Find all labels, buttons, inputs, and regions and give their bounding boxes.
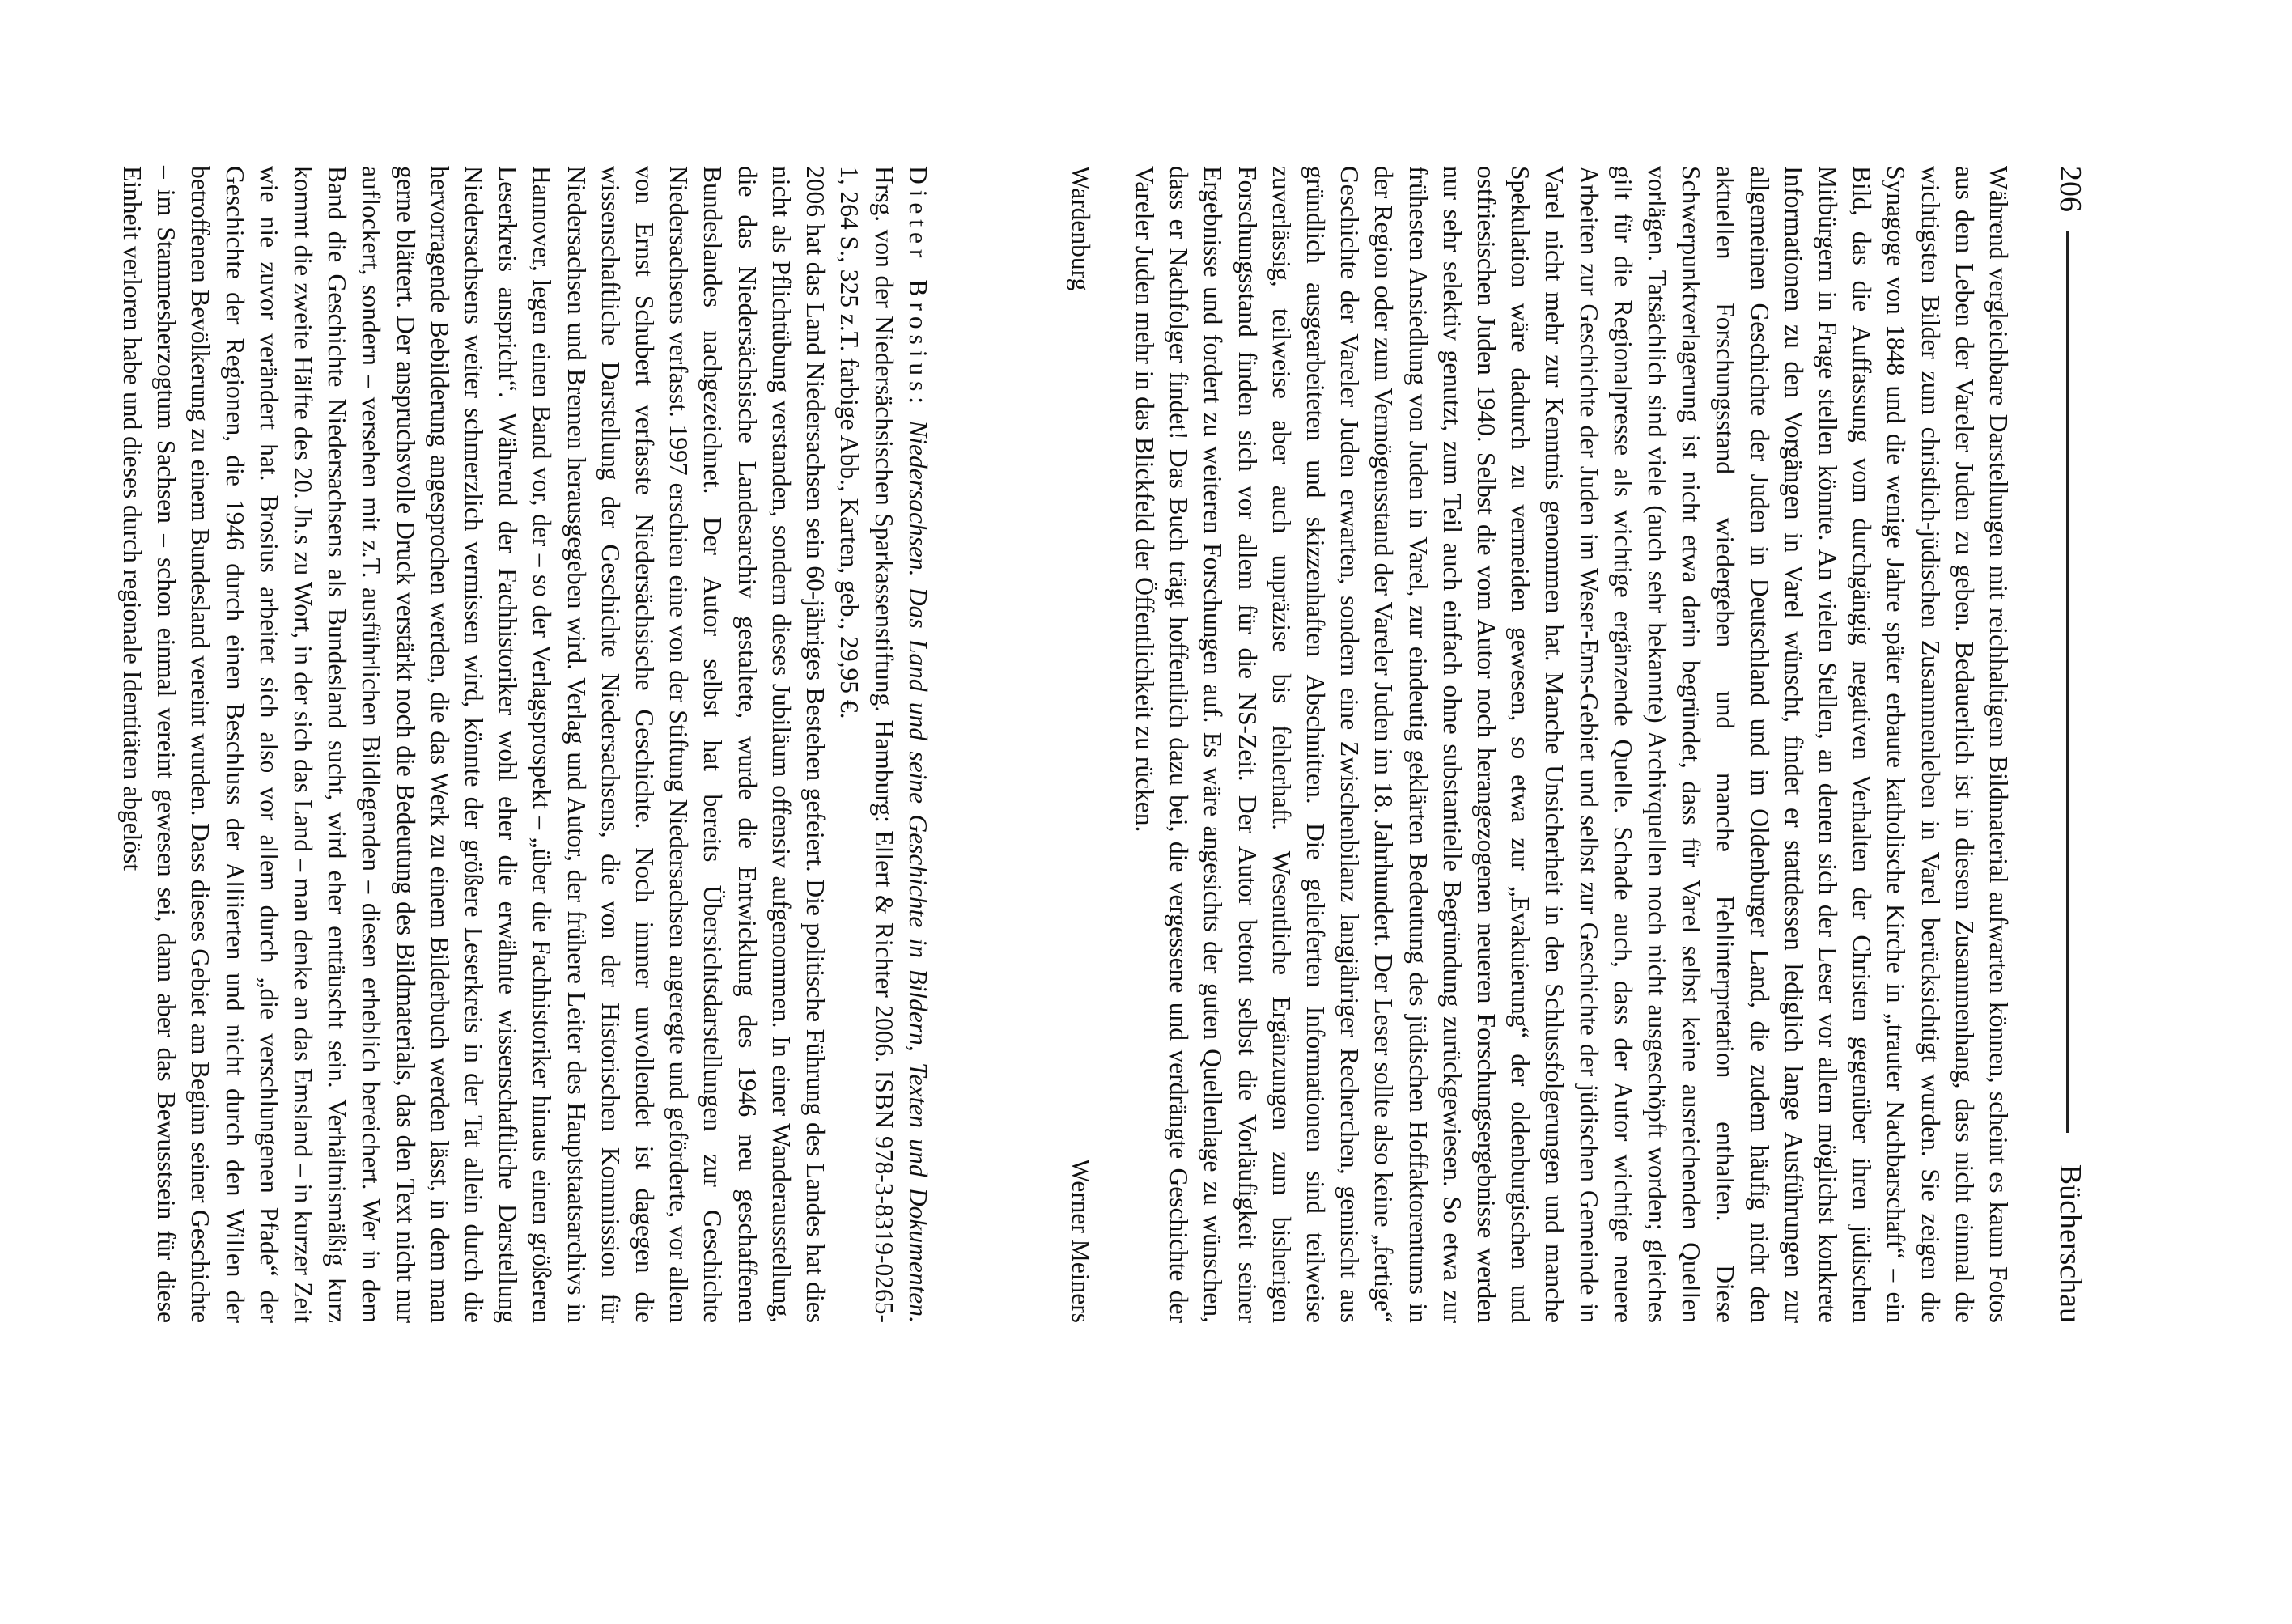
running-header <box>2049 166 2098 1323</box>
signature-place: Wardenburg <box>1066 166 1095 291</box>
reviewer-name: Werner Meiners <box>1066 1159 1095 1323</box>
book-author: Dieter Brosius: <box>903 166 932 409</box>
review-1-signature <box>1055 166 1095 1323</box>
review-2 <box>115 166 935 1323</box>
review-2-citation <box>832 166 935 1323</box>
section-title: Bücherschau <box>2052 1153 2088 1323</box>
page-content <box>115 166 2098 1323</box>
review-2-body: 2006 hat das Land Niedersachsen sein 60-jähriges Bestehen gefeiert. Die politische Führung des Landes hat dies nicht als Pflichtübung verstanden, sondern dieses Jubiläum offensiv aufgenommen. In einer Wanderausstellung, die das Niedersächsische Landesarchiv gestaltete, wurde die Entwicklung des 1946 neu geschaffenen Bundeslandes nachgezeichnet. Der Autor selbst hat bereits Übersichtsdarstellungen zur Geschichte Niedersachsens verfasst. 1997 erschien eine von der Stiftung Niedersachsen angeregte und geförderte, vor allem von Ernst Schubert verfasste Niedersächsische Geschichte. Noch immer unvollendet ist dagegen die wissenschaftliche Darstellung der Geschichte Niedersachsens, die von der Historischen Kommission für Niedersachsen und Bremen herausgegeben wird. Verlag und Autor, der frühere Leiter des Hauptstaatsarchivs in Hannover, legen einen Band vor, der – so der Verlagsprospekt – „über die Fachhistoriker hinaus einen größeren Leserkreis anspricht“. Während der Fachhistoriker wohl eher die erwähnte wissenschaftliche Darstellung Niedersachsens weiter schmerzlich vermissen wird, könnte der größere Leserkreis in der Tat allein durch die hervorragende Bebilderung angesprochen werden, die das Werk zu einem Bilderbuch werden lässt, in dem man gerne blättert. Der anspruchsvolle Druck verstärkt noch die Bedeutung des Bildmaterials, das den Text nicht nur auflockert, sondern – versehen mit z.T. ausführlichen Bildlegenden – diesen erheblich bereichert. Wer in dem Band die Geschichte Niedersachsens als Bundesland sucht, wird eher enttäuscht sein. Verhältnismäßig kurz kommt die zweite Hälfte des 20. Jh.s zu Wort, in der sich das Land – man denke an das Emsland – in kurzer Zeit wie nie zuvor verändert hat. Brosius arbeitet sich also vor allem durch „die verschlungenen Pfade“ der Geschichte der Regionen, die 1946 durch einen Beschluss der Alliierten und nicht durch den Willen der betroffenen Bevölkerung zu einem Bundesland vereint wurden. Dass dieses Gebiet am Beginn seiner Geschichte – im Stammesherzogtum Sachsen – schon einmal vereint gewesen sei, dann aber das Bewusstsein für diese Einheit verloren habe und dieses durch regionale Identitäten abgelöst <box>118 166 830 1323</box>
book-title: Niedersachsen. Das Land und seine Geschichte in Bildern, Texten und Dokumenten. <box>903 420 932 1323</box>
book-bibliography: Hrsg. von der Niedersächsischen Sparkassenstiftung. Hamburg: Ellert & Richter 2006. ISBN 978-3-8319-0265-1, 264 S., 325 z.T. farbige Abb., Karten, geb., 29,95 €. <box>835 166 898 1323</box>
review-1-body: Während vergleichbare Darstellungen mit reichhaltigem Bildmaterial aufwarten können, scheint es kaum Fotos aus dem Leben der Vareler Juden zu geben. Bedauerlich ist in diesem Zusammenhang, dass nicht einmal die wichtigsten Bilder zum christlich-jüdischen Zusammenleben in Varel berücksichtigt wurden. Sie zeigen die Synagoge von 1848 und die wenige Jahre später erbaute katholische Kirche in „trauter Nachbarschaft“ – ein Bild, das die Auffassung vom durchgängig negativen Verhalten der Christen gegenüber ihren jüdischen Mitbürgern in Frage stellen könnte. An vielen Stellen, an denen sich der Leser vor allem möglichst konkrete Informationen zu den Vorgängen in Varel wünscht, findet er stattdessen lediglich lange Ausführungen zur allgemeinen Geschichte der Juden in Deutschland und im Oldenburger Land, die zudem häufig nicht den aktuellen Forschungsstand wiedergeben und manche Fehlinterpretation enthalten. Diese Schwerpunktverlagerung ist nicht etwa darin begründet, dass für Varel selbst keine ausreichenden Quellen vorlägen. Tatsächlich sind viele (auch sehr bekannte) Archivquellen noch nicht ausgeschöpft worden; gleiches gilt für die Regionalpresse als wichtige ergänzende Quelle. Schade auch, dass der Autor wichtige neuere Arbeiten zur Geschichte der Juden im Weser-Ems-Gebiet und selbst zur Geschichte der jüdischen Gemeinde in Varel nicht mehr zur Kenntnis genommen hat. Manche Unsicherheit in den Schlussfolgerungen und manche Spekulation wäre dadurch zu vermeiden gewesen, so etwa zur „Evakuierung“ der oldenburgischen und ostfriesischen Juden 1940. Selbst die vom Autor noch herangezogenen neueren Forschungsergebnisse werden nur sehr selektiv genutzt, zum Teil auch einfach ohne substantielle Begründung zurückgewiesen. So etwa zur frühesten Ansiedlung von Juden in Varel, zur eindeutig geklärten Bedeutung des jüdischen Hoffaktorentums in der Region oder zum Vermögensstand der Vareler Juden im 18. Jahrhundert. Der Leser sollte also keine „fertige“ Geschichte der Vareler Juden erwarten, sondern eine Zwischenbilanz langjähriger Recherchen, gemischt aus gründlich ausgearbeiteten und skizzenhaften Abschnitten. Die gelieferten Informationen sind teilweise zuverlässig, teilweise aber auch unpräzise bis fehlerhaft. Wesentliche Ergänzungen zum bisherigen Forschungsstand finden sich vor allem für die NS-Zeit. Der Autor betont selbst die Vorläufigkeit seiner Ergebnisse und fordert zu weiteren Forschungen auf. Es wäre angesichts der guten Quellenlage zu wünschen, dass er Nachfolger findet! Das Buch trägt hoffentlich dazu bei, die vergessene und verdrängte Geschichte der Vareler Juden mehr in das Blickfeld der Öffentlichkeit zu rücken. <box>1130 166 2013 1323</box>
page-number: 206 <box>2052 166 2088 223</box>
